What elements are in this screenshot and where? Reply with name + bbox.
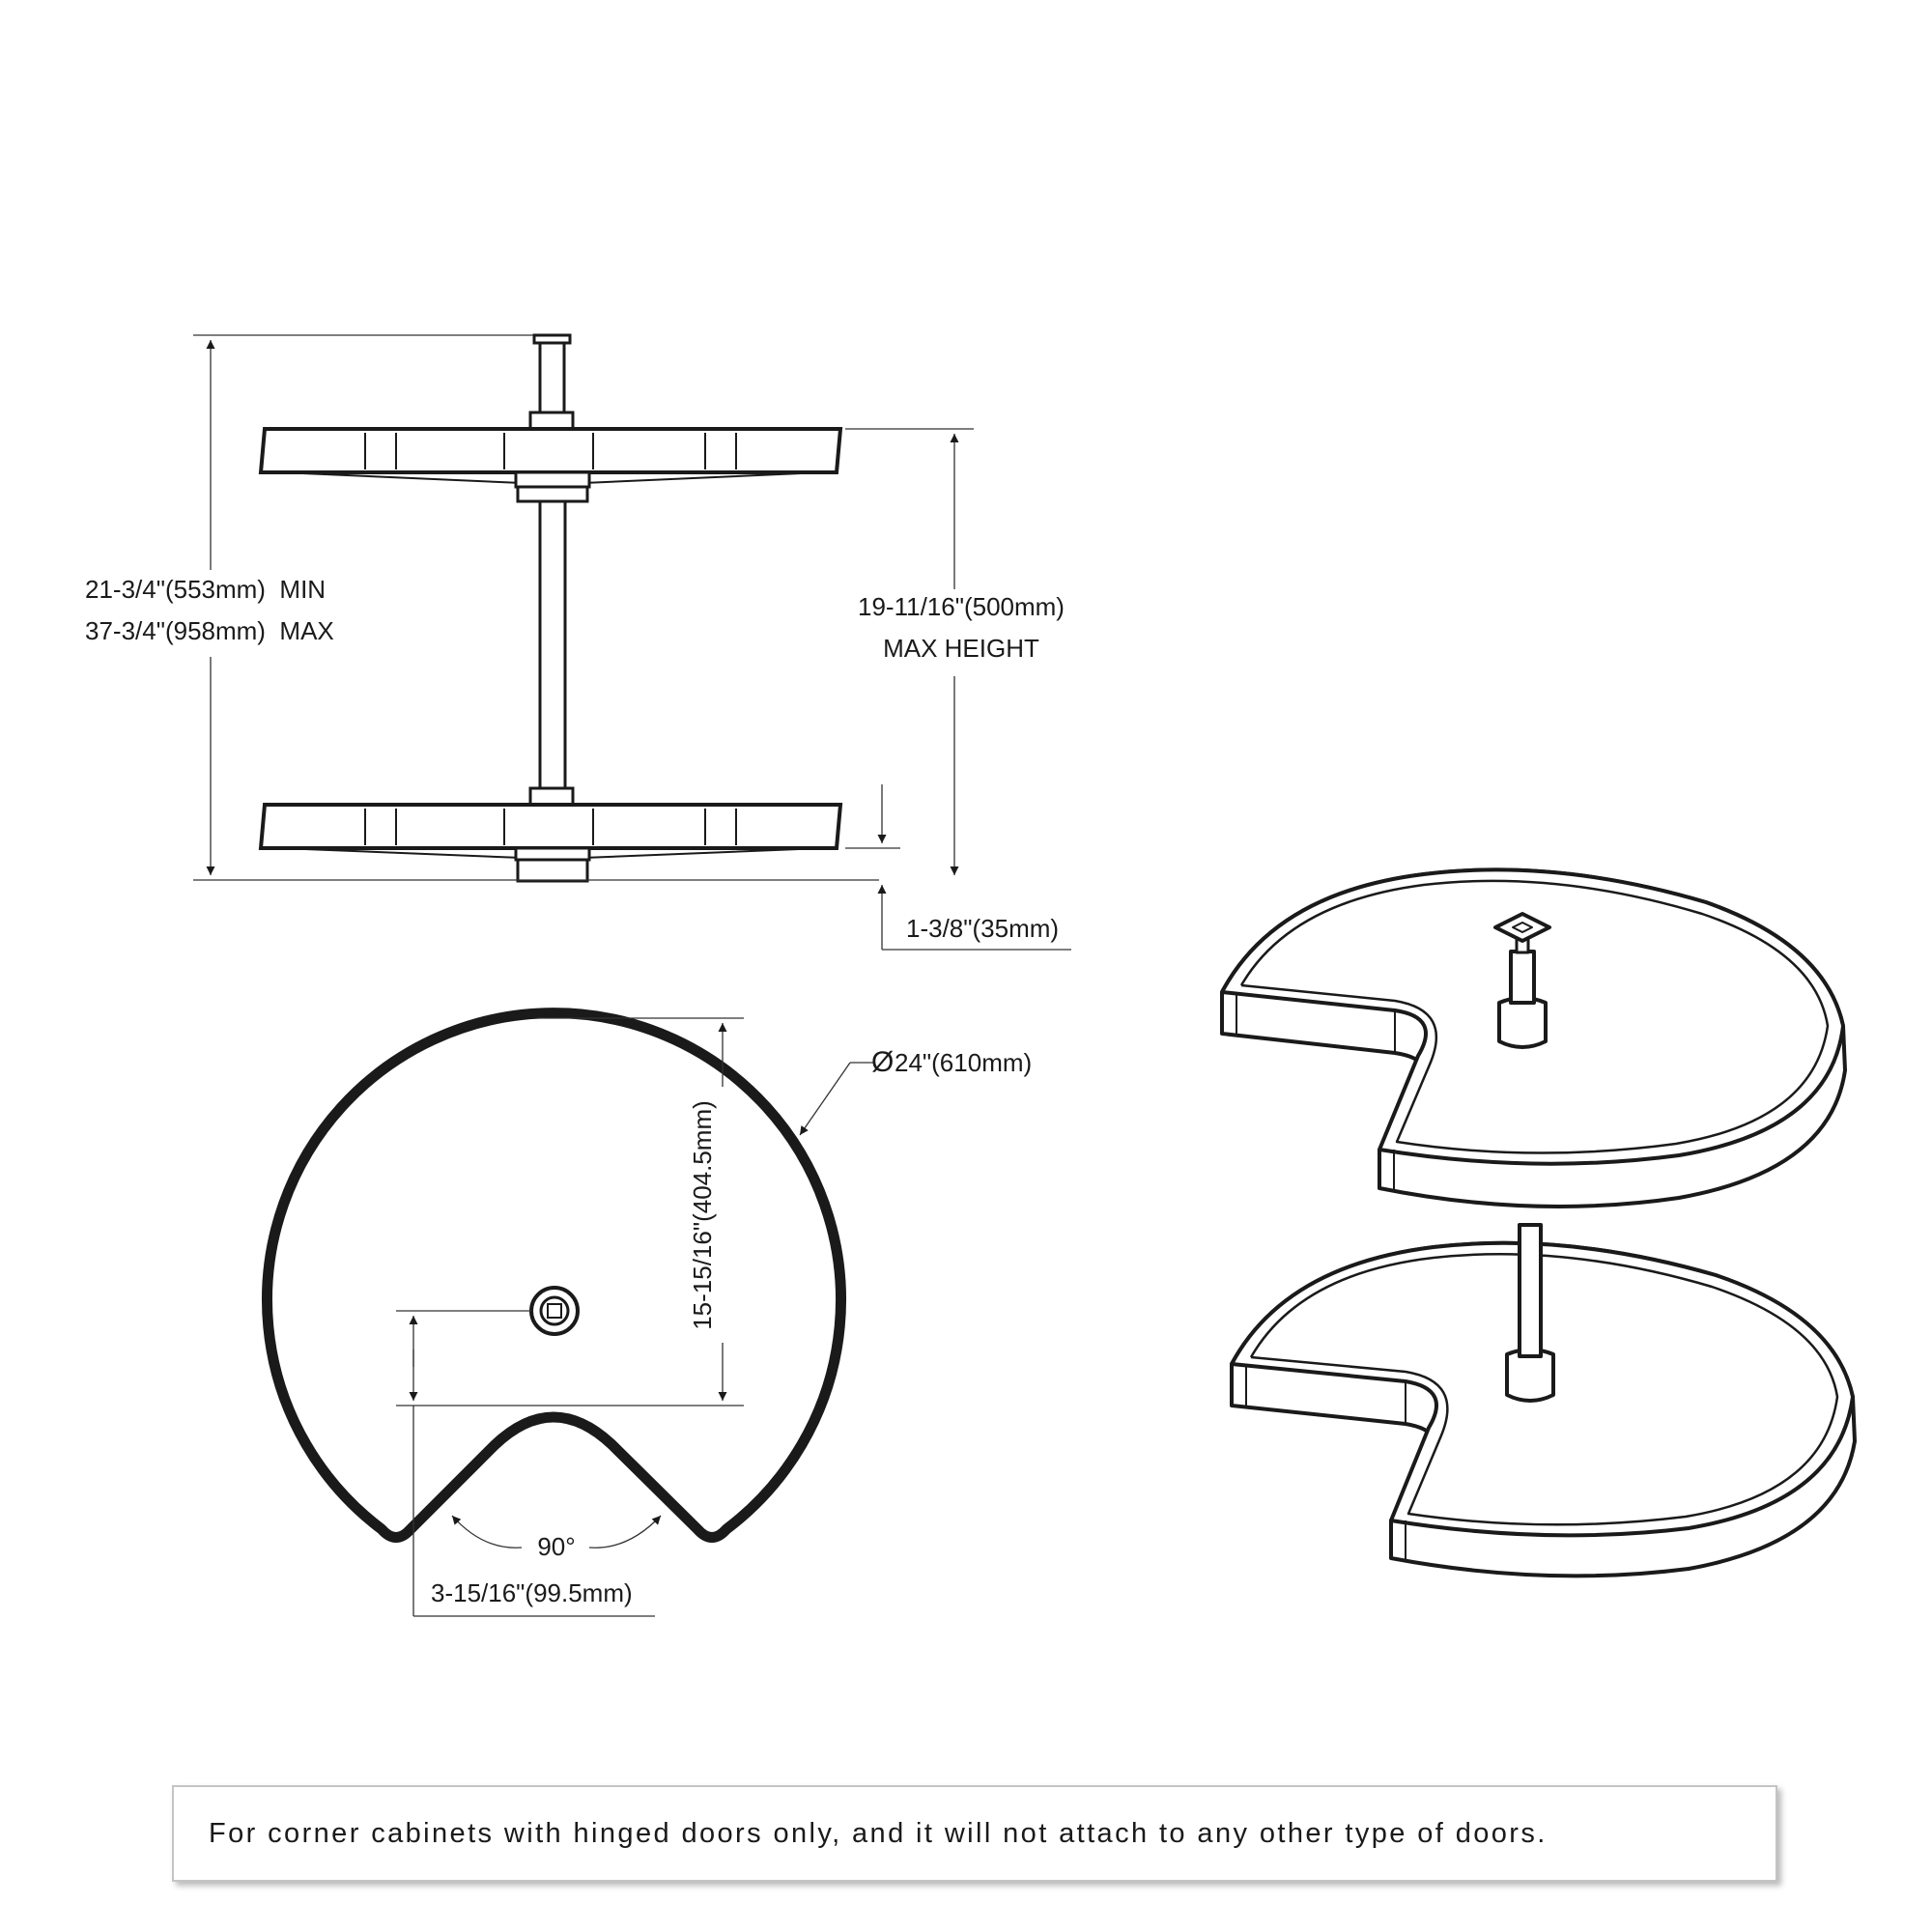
usage-note-text: For corner cabinets with hinged doors only, and it will not attach to any other type of doors. (209, 1817, 1548, 1849)
diameter-label: 24"(610mm) (895, 1048, 1033, 1077)
overall-height-min-label: 21-3/4"(553mm) MIN (85, 575, 327, 604)
diameter-symbol: Ø (871, 1046, 895, 1078)
top-post (540, 343, 564, 412)
top-plan-view (268, 1013, 841, 1538)
iso-center-pole (1520, 1225, 1541, 1356)
upper-hub (516, 472, 589, 487)
angle-arc-right (589, 1516, 661, 1548)
top-collar (530, 412, 573, 429)
lower-shelf (261, 805, 840, 848)
shelf-thickness-label: 1-3/8"(35mm) (906, 914, 1060, 943)
iso-upper-hub (1499, 998, 1546, 1047)
shelf-spacing-label: 19-11/16"(500mm) (858, 592, 1065, 621)
center-pole (540, 501, 565, 788)
angle-arc-left (452, 1516, 522, 1548)
shelf-spacing-caption: MAX HEIGHT (883, 634, 1039, 663)
bottom-base (518, 860, 587, 881)
side-elevation-view (261, 335, 840, 881)
notch-offset-label: 3-15/16"(99.5mm) (431, 1578, 633, 1607)
overall-height-max-label: 37-3/4"(958mm) MAX (85, 616, 334, 645)
kidney-shelf-outline (268, 1013, 841, 1538)
notch-angle-label: 90° (537, 1532, 576, 1561)
isometric-view (1222, 869, 1855, 1576)
upper-shelf (261, 429, 840, 472)
iso-upper-post (1511, 952, 1534, 1003)
depth-label: 15-15/16"(404.5mm) (688, 1100, 717, 1330)
diameter-leader (800, 1063, 850, 1135)
upper-clamp (518, 487, 587, 501)
lower-collar (530, 788, 573, 805)
usage-note-box (172, 1785, 1777, 1882)
bottom-hub (516, 848, 589, 860)
